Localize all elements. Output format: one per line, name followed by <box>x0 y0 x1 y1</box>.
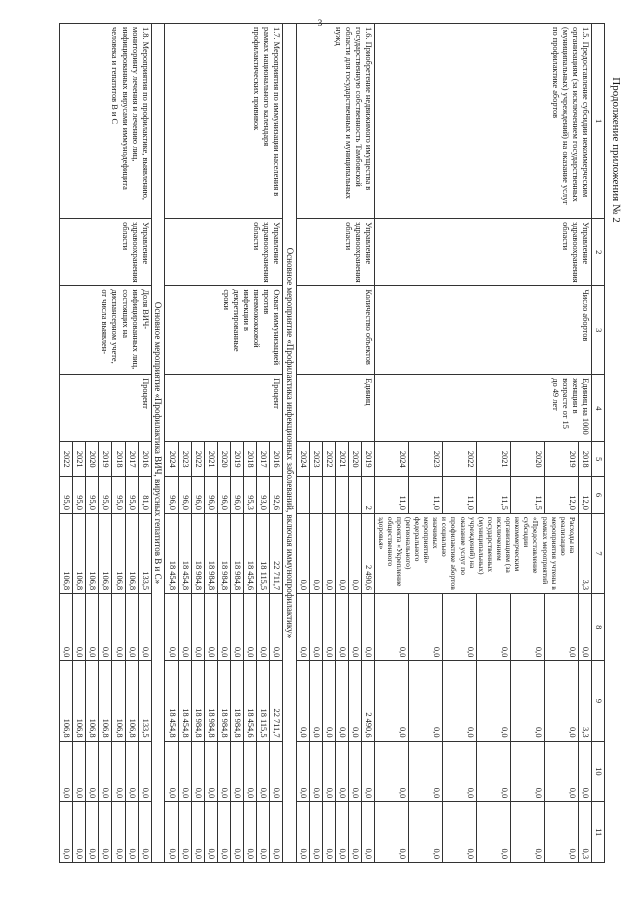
value-cell: 0,0 <box>73 594 86 661</box>
value-cell: 106,8 <box>86 514 99 594</box>
value-cell: 0,0 <box>409 802 443 863</box>
value-cell: 0,0 <box>296 802 309 863</box>
value-cell: 0,0 <box>544 802 578 863</box>
value-cell: 0,0 <box>191 741 204 802</box>
value-cell: 0,0 <box>99 594 112 661</box>
value-cell <box>310 477 323 514</box>
table-row <box>362 24 375 863</box>
column-number: 10 <box>591 741 604 802</box>
value-cell: 0,0 <box>362 594 375 661</box>
value-cell: 18 454,6 <box>243 514 256 594</box>
year-cell: 2020 <box>349 442 362 477</box>
value-cell: 0,0 <box>73 802 86 863</box>
value-cell: 18 454,8 <box>165 514 178 594</box>
unit: Процент <box>165 375 283 442</box>
year-cell: 2023 <box>409 442 443 477</box>
value-cell: 0,0 <box>204 594 217 661</box>
measure-name: 1.8. Мероприятия по профилактике, выявлению, мониторингу лечения и лечению лиц, инфицированных вирусами иммунодефицита человека и гепатитов В и С <box>60 24 152 219</box>
year-cell: 2019 <box>362 442 375 477</box>
value-cell: 0,0 <box>217 802 230 863</box>
year-cell: 2022 <box>443 442 477 477</box>
value-cell <box>336 477 349 514</box>
value-cell: 0,0 <box>375 741 409 802</box>
value-cell: 0,0 <box>230 741 243 802</box>
value-cell: 0,0 <box>349 741 362 802</box>
value-cell: 0,0 <box>310 802 323 863</box>
value-cell: 0,0 <box>544 741 578 802</box>
value-cell: 95,0 <box>99 477 112 514</box>
value-cell: 3,3 <box>578 661 591 741</box>
rotated-table-container <box>35 23 605 863</box>
value-cell: 96,0 <box>204 477 217 514</box>
value-cell: 18 984,8 <box>204 514 217 594</box>
value-cell: 0,0 <box>217 741 230 802</box>
value-cell: 0,0 <box>362 741 375 802</box>
value-cell: 0,0 <box>138 802 151 863</box>
value-cell: 106,8 <box>73 514 86 594</box>
value-cell: 18 984,8 <box>217 514 230 594</box>
year-cell: 2022 <box>323 442 336 477</box>
unit: Единиц <box>296 375 374 442</box>
measure-name: 1.6. Приобретение недвижимого имущества в государственную собственность Тамбовской области для государственных и муниципальных нужд <box>296 24 374 219</box>
year-cell: 2022 <box>191 442 204 477</box>
value-cell: 0,0 <box>191 802 204 863</box>
column-number: 9 <box>591 661 604 741</box>
year-cell: 2023 <box>310 442 323 477</box>
value-cell: 0,0 <box>165 802 178 863</box>
value-cell: 106,8 <box>60 514 73 594</box>
value-cell: 0,0 <box>112 594 125 661</box>
value-cell: 11,5 <box>477 477 511 514</box>
value-cell: 18 454,8 <box>178 514 191 594</box>
year-cell: 2024 <box>375 442 409 477</box>
column-number-row <box>591 24 604 863</box>
value-cell: 0,0 <box>443 802 477 863</box>
value-cell: 0,0 <box>178 802 191 863</box>
column-number: 5 <box>591 442 604 477</box>
value-cell: 95,0 <box>125 477 138 514</box>
value-cell: 0,0 <box>204 802 217 863</box>
value-cell: 0,0 <box>336 802 349 863</box>
value-cell: 0,0 <box>443 594 477 661</box>
value-cell: 0,0 <box>138 594 151 661</box>
value-cell: 0,0 <box>477 802 511 863</box>
year-cell: 2021 <box>204 442 217 477</box>
value-cell: 0,0 <box>204 741 217 802</box>
year-cell: 2021 <box>336 442 349 477</box>
value-cell: 106,8 <box>112 514 125 594</box>
value-cell: 133,5 <box>138 661 151 741</box>
value-cell: 22 711,7 <box>270 661 283 741</box>
value-cell: 18 454,8 <box>165 661 178 741</box>
column-number: 3 <box>591 286 604 375</box>
value-cell: 0,0 <box>323 594 336 661</box>
value-cell: 0,0 <box>409 741 443 802</box>
column-number: 6 <box>591 477 604 514</box>
value-cell: 0,0 <box>112 741 125 802</box>
year-cell: 2018 <box>243 442 256 477</box>
value-cell: 96,0 <box>230 477 243 514</box>
value-cell: 0,0 <box>86 594 99 661</box>
page-number: 3 <box>317 18 323 28</box>
value-cell: 0,0 <box>477 594 511 661</box>
value-cell: 106,8 <box>125 514 138 594</box>
value-cell: 96,0 <box>165 477 178 514</box>
value-cell: 95,0 <box>112 477 125 514</box>
value-cell: 18 454,8 <box>178 661 191 741</box>
table-row <box>138 24 151 863</box>
year-cell: 2019 <box>230 442 243 477</box>
value-cell: 3,3 <box>578 514 591 594</box>
value-cell: 0,0 <box>443 741 477 802</box>
year-cell: 2024 <box>165 442 178 477</box>
section-row <box>283 24 297 863</box>
value-cell: 11,0 <box>375 477 409 514</box>
value-cell: 0,0 <box>362 802 375 863</box>
value-cell: 18 984,8 <box>230 661 243 741</box>
value-cell: 0,0 <box>86 741 99 802</box>
value-cell: 0,0 <box>323 661 336 741</box>
value-cell: 18 984,8 <box>191 514 204 594</box>
table-body <box>60 24 592 863</box>
value-cell: 0,0 <box>257 802 270 863</box>
value-cell: 0,0 <box>544 594 578 661</box>
unit: Единиц на 1000 женщин в возрасте от 15 до 49 лет <box>375 375 591 442</box>
value-cell: 106,8 <box>99 661 112 741</box>
value-cell: 0,0 <box>310 594 323 661</box>
value-cell: 0,0 <box>511 802 545 863</box>
value-cell: 0,0 <box>477 741 511 802</box>
executor: Управление здравоохранения области <box>60 219 152 286</box>
value-cell: 18 115,5 <box>257 661 270 741</box>
executor: Управление здравоохранения области <box>165 219 283 286</box>
value-cell: 0,0 <box>99 741 112 802</box>
value-cell: 0,0 <box>125 594 138 661</box>
value-cell: 106,8 <box>125 661 138 741</box>
table-row <box>270 24 283 863</box>
value-cell: 0,0 <box>60 594 73 661</box>
value-cell: 0,0 <box>336 594 349 661</box>
value-cell: 0,0 <box>511 661 545 741</box>
measure-name: 1.7. Мероприятия по иммунизации населения в рамках национального календаря профилактических прививок <box>165 24 283 219</box>
value-cell: 2 490,6 <box>362 661 375 741</box>
value-cell: 0,0 <box>257 741 270 802</box>
value-cell: 11,5 <box>511 477 545 514</box>
value-cell: 0,0 <box>409 661 443 741</box>
value-cell: 11,0 <box>443 477 477 514</box>
value-cell: 0,0 <box>178 594 191 661</box>
value-cell: 0,0 <box>112 802 125 863</box>
section-heading: Основное мероприятие «Профилактика инфекционных заболеваний, включая иммунопрофилактику» <box>283 24 297 863</box>
value-cell: 0,0 <box>270 594 283 661</box>
year-cell: 2017 <box>257 442 270 477</box>
value-cell: 0,0 <box>243 741 256 802</box>
value-cell: 0,0 <box>191 594 204 661</box>
year-cell: 2018 <box>578 442 591 477</box>
value-cell: 0,0 <box>296 741 309 802</box>
year-cell: 2016 <box>138 442 151 477</box>
value-cell: 0,0 <box>296 661 309 741</box>
value-cell: 12,0 <box>578 477 591 514</box>
value-cell: 0,0 <box>243 594 256 661</box>
value-cell: 22 711,7 <box>270 514 283 594</box>
value-cell <box>296 477 309 514</box>
year-cell: 2019 <box>99 442 112 477</box>
column-number: 8 <box>591 594 604 661</box>
value-cell: 0,0 <box>323 514 336 594</box>
value-cell: 0,0 <box>230 594 243 661</box>
value-cell: 106,8 <box>86 661 99 741</box>
value-cell: 0,0 <box>86 802 99 863</box>
value-cell: 18 984,8 <box>230 514 243 594</box>
value-cell <box>349 477 362 514</box>
column-number: 2 <box>591 219 604 286</box>
value-cell: 0,0 <box>323 741 336 802</box>
value-cell: 95,0 <box>86 477 99 514</box>
value-cell: 0,0 <box>443 661 477 741</box>
value-cell: 0,0 <box>60 741 73 802</box>
value-cell <box>323 477 336 514</box>
value-cell: 81,0 <box>138 477 151 514</box>
value-cell: 106,8 <box>73 661 86 741</box>
expense-note: Расходы на реализацию мероприятия учтены в рамках мероприятий «Предоставление субсидии некоммерческим организациям (за исключением государственных (муниципальных) учреждений) на оказание услуг по профилактике абортов и социально значимых мероприятий» федерального (регионального) проекта «Укрепление общественного здоровья» <box>375 514 578 594</box>
value-cell: 18 454,6 <box>243 661 256 741</box>
value-cell: 0,0 <box>125 741 138 802</box>
value-cell: 18 984,8 <box>191 661 204 741</box>
value-cell: 0,0 <box>578 594 591 661</box>
unit: Процент <box>60 375 152 442</box>
value-cell: 18 984,8 <box>204 661 217 741</box>
value-cell: 0,0 <box>217 594 230 661</box>
value-cell: 0,0 <box>544 661 578 741</box>
value-cell: 0,0 <box>257 594 270 661</box>
year-cell: 2020 <box>511 442 545 477</box>
value-cell: 0,3 <box>578 802 591 863</box>
value-cell: 0,0 <box>138 741 151 802</box>
year-cell: 2020 <box>86 442 99 477</box>
indicator: Количество объектов <box>296 286 374 375</box>
year-cell: 2022 <box>60 442 73 477</box>
year-cell: 2024 <box>296 442 309 477</box>
program-table <box>59 23 605 863</box>
value-cell: 0,0 <box>477 661 511 741</box>
value-cell: 0,0 <box>375 661 409 741</box>
table-row <box>578 24 591 863</box>
value-cell: 2 490,6 <box>362 514 375 594</box>
measure-name: 1.5. Предоставление субсидии некоммерческим организациям (за исключением государственных (муниципальных) учреждений) на оказание услуг по профилактике абортов <box>375 24 591 219</box>
value-cell: 0,0 <box>310 661 323 741</box>
value-cell: 0,0 <box>511 741 545 802</box>
value-cell: 2 <box>362 477 375 514</box>
value-cell: 0,0 <box>270 802 283 863</box>
year-cell: 2021 <box>477 442 511 477</box>
year-cell: 2023 <box>178 442 191 477</box>
value-cell: 0,0 <box>336 741 349 802</box>
value-cell: 0,0 <box>336 661 349 741</box>
value-cell: 18 115,5 <box>257 514 270 594</box>
value-cell: 0,0 <box>310 514 323 594</box>
value-cell: 0,0 <box>310 741 323 802</box>
value-cell: 0,0 <box>349 802 362 863</box>
value-cell: 0,0 <box>375 802 409 863</box>
value-cell: 12,0 <box>544 477 578 514</box>
indicator: Охват иммунизацией против пневмококковой инфекции в декретированные сроки <box>165 286 283 375</box>
value-cell: 0,0 <box>296 594 309 661</box>
value-cell: 0,0 <box>349 594 362 661</box>
continuation-header: Продолжение приложения № 2 <box>610 77 622 223</box>
value-cell: 0,0 <box>230 802 243 863</box>
value-cell: 133,5 <box>138 514 151 594</box>
year-cell: 2020 <box>217 442 230 477</box>
section-heading: Основное мероприятие «Профилактика ВИЧ, вирусных гепатитов В и С» <box>151 24 165 863</box>
value-cell: 0,0 <box>375 594 409 661</box>
value-cell: 93,0 <box>257 477 270 514</box>
value-cell: 0,0 <box>73 741 86 802</box>
column-number: 11 <box>591 802 604 863</box>
value-cell: 0,0 <box>243 802 256 863</box>
value-cell: 11,0 <box>409 477 443 514</box>
value-cell: 95,0 <box>60 477 73 514</box>
value-cell: 96,0 <box>178 477 191 514</box>
value-cell: 0,0 <box>578 741 591 802</box>
value-cell: 0,0 <box>99 802 112 863</box>
value-cell: 0,0 <box>165 741 178 802</box>
value-cell: 18 984,8 <box>217 661 230 741</box>
year-cell: 2019 <box>544 442 578 477</box>
value-cell: 0,0 <box>296 514 309 594</box>
column-number: 4 <box>591 375 604 442</box>
value-cell: 0,0 <box>125 802 138 863</box>
value-cell: 106,8 <box>60 661 73 741</box>
value-cell: 0,0 <box>323 802 336 863</box>
value-cell: 0,0 <box>270 741 283 802</box>
value-cell: 0,0 <box>511 594 545 661</box>
value-cell: 0,0 <box>336 514 349 594</box>
value-cell: 92,6 <box>270 477 283 514</box>
column-number: 7 <box>591 514 604 594</box>
value-cell: 106,8 <box>112 661 125 741</box>
indicator: Число абортов <box>375 286 591 375</box>
value-cell: 96,0 <box>217 477 230 514</box>
year-cell: 2021 <box>73 442 86 477</box>
value-cell: 95,0 <box>73 477 86 514</box>
executor: Управление здравоохранения области <box>296 219 374 286</box>
year-cell: 2016 <box>270 442 283 477</box>
value-cell: 96,0 <box>191 477 204 514</box>
year-cell: 2018 <box>112 442 125 477</box>
column-number: 1 <box>591 24 604 219</box>
section-row <box>151 24 165 863</box>
executor: Управление здравоохранения области <box>375 219 591 286</box>
value-cell: 0,0 <box>60 802 73 863</box>
value-cell: 0,0 <box>349 514 362 594</box>
indicator: Доля ВИЧ-инфицированных лиц, состоящих на диспансерном учете, от числа выявлен- <box>60 286 152 375</box>
value-cell: 0,0 <box>165 594 178 661</box>
value-cell: 0,0 <box>409 594 443 661</box>
value-cell: 0,0 <box>178 741 191 802</box>
value-cell: 106,8 <box>99 514 112 594</box>
year-cell: 2017 <box>125 442 138 477</box>
value-cell: 0,0 <box>349 661 362 741</box>
value-cell: 95,3 <box>243 477 256 514</box>
